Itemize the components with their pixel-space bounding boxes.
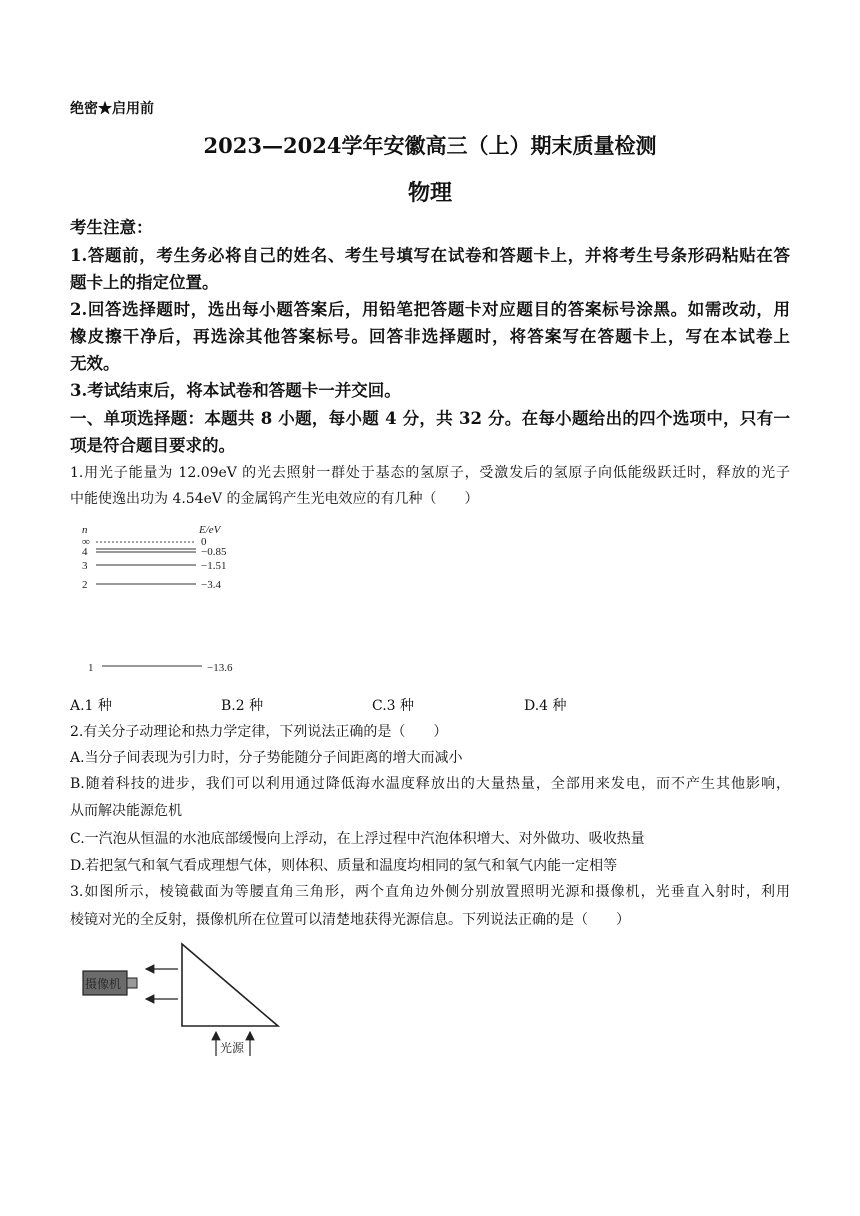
level-e: 0 — [201, 536, 207, 548]
q1-option-d: D.4 种 — [524, 698, 567, 714]
level-n: 3 — [82, 560, 88, 572]
q2-option-a: A.当分子间表现为引力时，分子势能随分子间距离的增大而减小 — [70, 750, 463, 766]
q2-option-c: C.一汽泡从恒温的水池底部缓慢向上浮动，在上浮过程中汽泡体积增大、对外做功、吸收热量 — [70, 831, 645, 847]
section-heading: 项是符合题目要求的。 — [70, 436, 235, 455]
subject-title: 物理 — [407, 180, 452, 206]
q1-stem: 中能使逸出功为 4.54eV 的金属钨产生光电效应的有几种（ ） — [70, 491, 479, 507]
notice-line: 题卡上的指定位置。 — [70, 273, 219, 292]
q2-option-d: D.若把氢气和氧气看成理想气体，则体积、质量和温度均相同的氢气和氧气内能一定相等 — [70, 858, 618, 874]
q3-stem: 3.如图所示，棱镜截面为等腰直角三角形，两个直角边外侧分别放置照明光源和摄像机，光垂直入射时，利用 — [70, 884, 790, 900]
level-n: ∞ — [82, 536, 90, 548]
q1-stem: 1.用光子能量为 12.09eV 的光去照射一群处于基态的氢原子，受激发后的氢原子向低能级跃迁时，释放的光子 — [70, 465, 790, 481]
level-n: 4 — [82, 546, 88, 558]
prism-diagram — [70, 936, 290, 1061]
notice-line: 无效。 — [70, 354, 120, 373]
prism-triangle — [182, 944, 278, 1026]
q2-option-b: B.随着科技的进步，我们可以利用通过降低海水温度释放出的大量热量，全部用来发电，而不产生其他影响， — [70, 776, 790, 792]
q2-option-b-cont: 从而解决能源危机 — [70, 803, 182, 819]
notice-line: 橡皮擦干净后，再选涂其他答案标号。回答非选择题时，将答案写在答题卡上，写在本试卷上 — [70, 327, 790, 346]
level-e: −13.6 — [207, 662, 233, 674]
notice-line: 2.回答选择题时，选出每小题答案后，用铅笔把答题卡对应题目的答案标号涂黑。如需改动，用 — [70, 300, 790, 319]
section-heading: 一、单项选择题：本题共 8 小题，每小题 4 分，共 32 分。在每小题给出的四个选项中，只有一 — [70, 409, 790, 428]
level-e: −0.85 — [201, 546, 227, 558]
camera-label: 摄像机 — [85, 977, 122, 991]
secret-label: 绝密★启用前 — [70, 101, 154, 117]
exam-title: 2023—2024学年安徽高三（上）期末质量检测 — [203, 133, 657, 158]
level-e: −1.51 — [201, 560, 227, 572]
notice-line: 1.答题前，考生务必将自己的姓名、考生号填写在试卷和答题卡上，并将考生号条形码粘贴在答 — [70, 246, 790, 265]
q1-option-c: C.3 种 — [372, 698, 415, 714]
q2-stem: 2.有关分子动理论和热力学定律，下列说法正确的是（ ） — [70, 724, 448, 740]
notice-heading: 考生注意： — [70, 218, 153, 237]
level-n: 2 — [82, 579, 88, 591]
energy-axis-label: E/eV — [199, 524, 221, 536]
camera-lens — [127, 978, 137, 988]
n-axis-label: n — [82, 524, 88, 536]
light-source-label: 光源 — [220, 1041, 245, 1055]
q1-option-b: B.2 种 — [221, 698, 264, 714]
q1-option-a: A.1 种 — [70, 698, 112, 714]
q3-stem: 棱镜对光的全反射，摄像机所在位置可以清楚地获得光源信息。下列说法正确的是（ ） — [70, 912, 630, 928]
level-e: −3.4 — [201, 579, 221, 591]
level-n: 1 — [88, 662, 94, 674]
energy-level-diagram — [70, 518, 260, 682]
notice-line: 3.考试结束后，将本试卷和答题卡一并交回。 — [70, 381, 401, 400]
